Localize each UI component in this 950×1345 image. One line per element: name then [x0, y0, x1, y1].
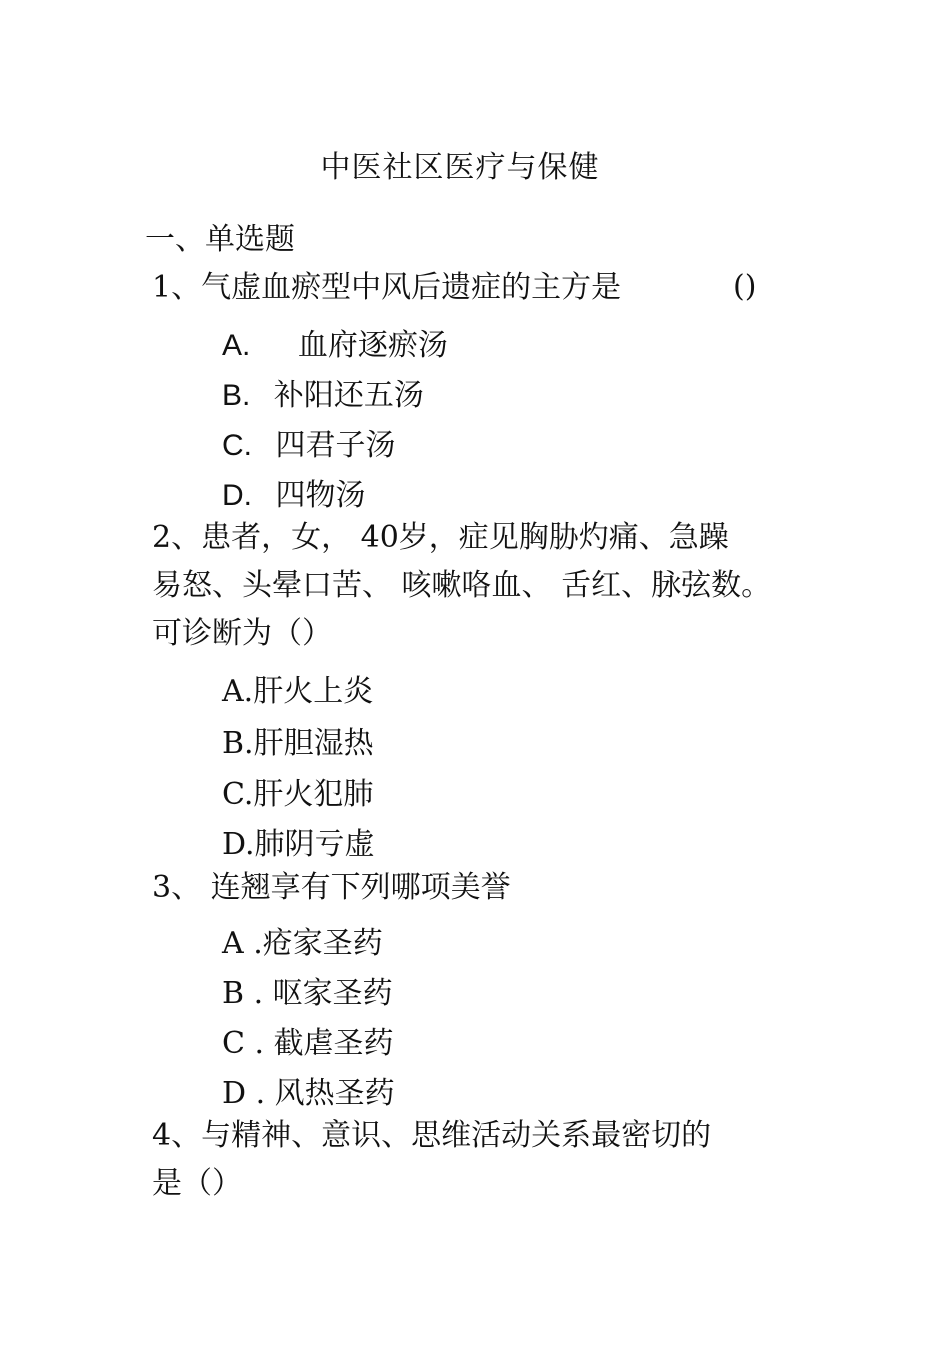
option-letter: D.	[222, 479, 252, 512]
question-4-line-1: 4、与精神、意识、思维活动关系最密切的	[152, 1118, 712, 1153]
question-2-option-b: B.肝胆湿热	[222, 726, 374, 761]
question-3-option-a: A .疮家圣药	[222, 926, 383, 961]
option-text: 四君子汤	[275, 428, 396, 463]
option-text: 血府逐瘀汤	[297, 328, 448, 363]
question-2-line-3: 可诊断为（）	[152, 616, 332, 651]
question-2-line-1: 2、患者，女， 40岁，症见胸胁灼痛、急躁	[152, 520, 729, 555]
question-3-option-b: B . 呕家圣药	[222, 976, 393, 1011]
question-1-option-c	[222, 420, 396, 464]
question-2-option-c: C.肝火犯肺	[222, 777, 374, 812]
option-text: 四物汤	[275, 478, 366, 513]
question-1-option-b	[222, 370, 424, 414]
question-1-option-a	[222, 320, 448, 364]
question-2-option-d: D.肺阴亏虚	[222, 827, 375, 862]
option-letter: B.	[222, 379, 251, 412]
question-3-text: 3、 连翘享有下列哪项美誉	[152, 870, 511, 905]
question-1-answer-paren: ()	[733, 269, 757, 304]
question-1-option-d	[222, 470, 366, 514]
page-title: 中医社区医疗与保健	[320, 150, 600, 185]
question-3-option-d: D . 风热圣药	[222, 1076, 395, 1111]
option-letter: A.	[222, 329, 251, 362]
question-3-option-c: C . 截虐圣药	[222, 1026, 394, 1061]
option-text: 补阳还五汤	[273, 378, 424, 413]
question-4-line-2: 是（）	[152, 1166, 242, 1201]
option-letter: C.	[222, 429, 252, 462]
question-2-line-2: 易怒、头晕口苦、 咳嗽咯血、 舌红、脉弦数。	[152, 568, 772, 603]
question-2-option-a: A.肝火上炎	[222, 674, 374, 709]
question-1-text: 1、气虚血瘀型中风后遗症的主方是	[152, 270, 622, 305]
section-heading: 一、单选题	[145, 222, 295, 257]
